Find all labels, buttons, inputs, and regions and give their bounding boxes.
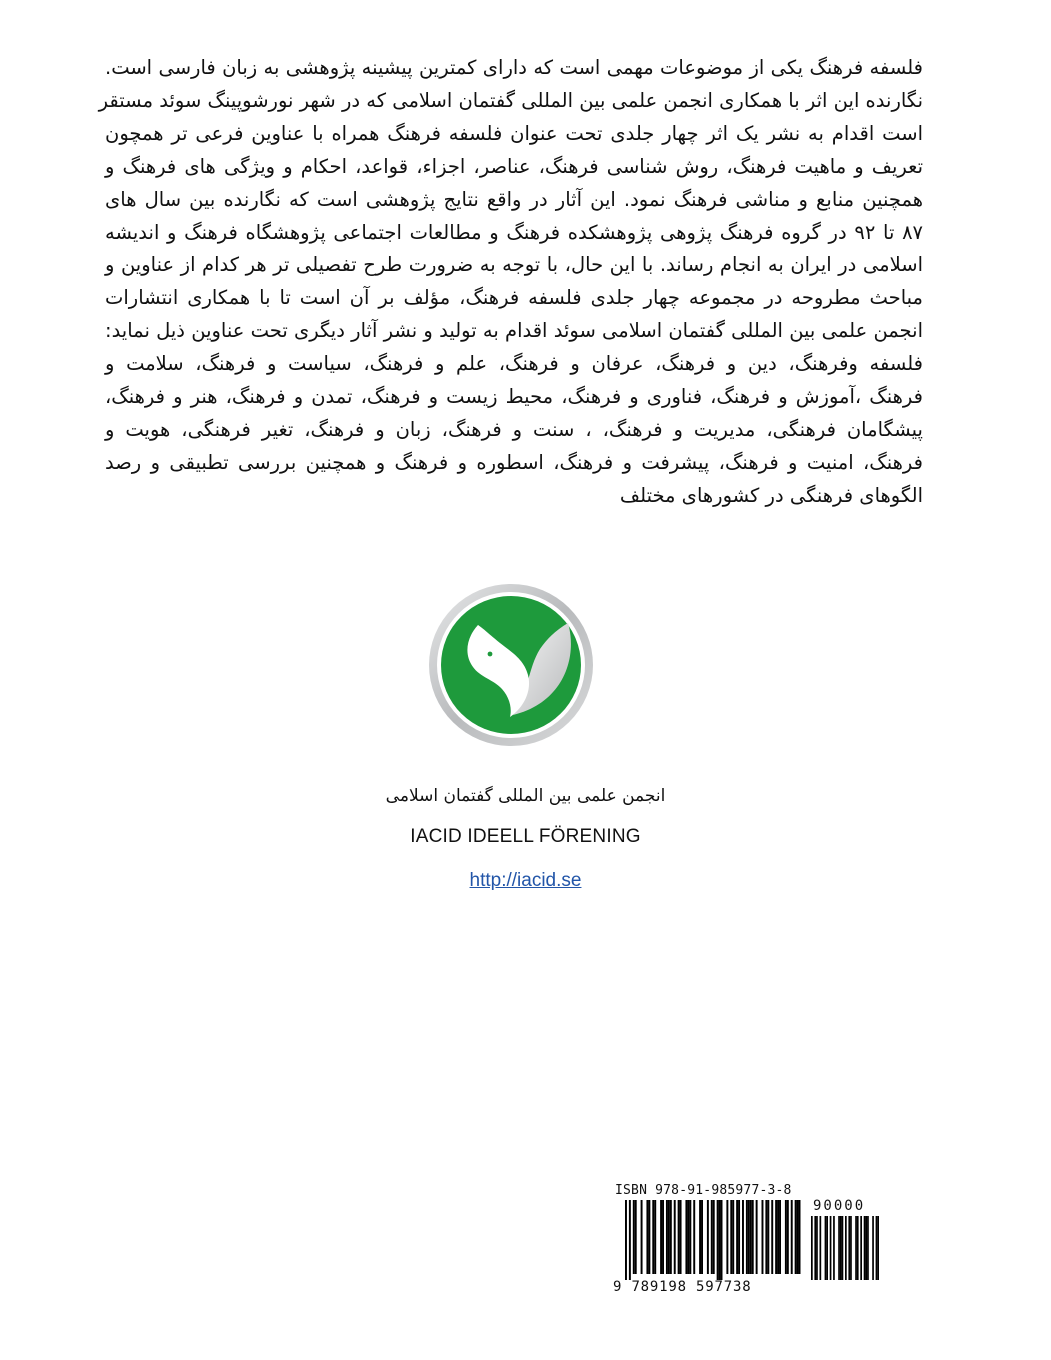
barcode-addon-bar [865, 1216, 867, 1280]
barcode-bar [707, 1200, 709, 1274]
barcode-addon-bar [860, 1216, 862, 1280]
barcode-bar [693, 1200, 695, 1274]
barcode-addon-bar [855, 1216, 857, 1280]
description-line: اسلامی در ایران به انجام رساند. با این حال، با توجه به ضرورت طرح تفصیلی تر هر کدام از عناوین و [105, 253, 923, 277]
barcode-bar [641, 1200, 643, 1274]
barcode-addon-bar [825, 1216, 827, 1280]
barcode-addon-bar [857, 1216, 859, 1280]
barcode-bar [746, 1200, 748, 1274]
barcode-bar [777, 1200, 779, 1274]
barcode-bar [779, 1200, 781, 1274]
barcode-bar [646, 1200, 648, 1274]
back-cover-description [98, 52, 924, 513]
barcode-bar [668, 1200, 670, 1274]
description-line: همچنین منابع و مناشی فرهنگ نمود. این آثار در واقع نتایج پژوهشی است که نگارنده بین سال های [105, 187, 923, 211]
barcode-bar [787, 1200, 789, 1274]
publisher-name-english: IACID IDEELL FÖRENING [410, 826, 641, 847]
barcode-bar [685, 1200, 687, 1274]
description-line: ۸۷ تا ۹۲ در گروه فرهنگ پژوهی پژوهشکده فرهنگ و مطالعات اجتماعی پژوهشگاه فرهنگ و اندیشه [105, 220, 924, 244]
barcode-bar [748, 1200, 750, 1274]
barcode-bar [633, 1200, 635, 1274]
barcode-bar [795, 1200, 797, 1274]
barcode-bar [625, 1200, 627, 1280]
barcode-bar [742, 1200, 744, 1274]
barcode-bar [756, 1200, 758, 1274]
barcode-addon-bar [842, 1216, 844, 1280]
barcode-addon-bar [867, 1216, 869, 1280]
barcode-bar [730, 1200, 732, 1274]
barcode-digits: 9 789198 597738 [613, 1279, 752, 1295]
barcode-bar [711, 1200, 713, 1274]
barcode-addon-bar [872, 1216, 874, 1280]
barcode-bar [717, 1200, 719, 1280]
barcode-bar [648, 1200, 650, 1274]
description-line: فلسفه وفرهنگ، دین و فرهنگ، عرفان و فرهنگ، علم و فرهنگ، سیاست و فرهنگ، سلامت و [105, 352, 923, 376]
barcode-bar [721, 1200, 723, 1280]
barcode-icon [613, 1200, 883, 1282]
barcode-bar [738, 1200, 740, 1274]
barcode-bar [791, 1200, 793, 1274]
dove-leaf-icon [428, 583, 594, 747]
barcode-addon-bar [864, 1216, 866, 1280]
barcode-addon-bar [814, 1216, 816, 1280]
description-line: است اقدام به نشر یک اثر چهار جلدی تحت عنوان فلسفه فرهنگ همراه با عناوین فرعی تر همچون [105, 121, 923, 145]
isbn-label: ISBN 978-91-985977-3-8 [615, 1183, 792, 1198]
description-line: فلسفه فرهنگ یکی از موضوعات مهمی است که دارای کمترین پیشینه پژوهشی به زبان فارسی است. [105, 56, 923, 79]
barcode-bar [767, 1200, 769, 1274]
barcode-bar [732, 1200, 734, 1274]
barcode-bar [726, 1200, 728, 1274]
description-line: فرهنگ ،آموزش و فرهنگ، فناوری و فرهنگ، محیط زیست و فرهنگ، تمدن و فرهنگ، هنر و فرهنگ، [105, 385, 923, 409]
description-line: مباحث مطروحه در مجموعه چهار جلدی فلسفه فرهنگ، مؤلف بر آن است تا با همکاری انتشارات [105, 286, 923, 310]
barcode-bar [662, 1200, 664, 1274]
description-line: تعریف و ماهیت فرهنگ، روش شناسی فرهنگ، عناصر، اجزاء، قواعد، احکام و ویژگی های فرهنگ و [105, 154, 923, 178]
barcode-bar [629, 1200, 631, 1280]
barcode-bar [689, 1200, 691, 1274]
barcode-bar [713, 1200, 715, 1274]
barcode-addon-bar [816, 1216, 818, 1280]
barcode-bar [635, 1200, 637, 1274]
barcode-addon-bar [877, 1216, 879, 1280]
barcode-addon-bar [820, 1216, 822, 1280]
barcode-addon-bar [811, 1216, 813, 1280]
barcode-addon-bar [838, 1216, 840, 1280]
barcode-bar [654, 1200, 656, 1274]
barcode-addon-bar [845, 1216, 847, 1280]
barcode-addon-bar [830, 1216, 832, 1280]
barcode-bar [719, 1200, 721, 1280]
barcode-bar [701, 1200, 703, 1274]
barcode-bar [771, 1200, 773, 1274]
barcode-bar [699, 1200, 701, 1274]
isbn-barcode [613, 1183, 883, 1303]
barcode-bar [687, 1200, 689, 1274]
barcode-bar [652, 1200, 654, 1274]
barcode-bar [660, 1200, 662, 1274]
description-line: پیشگامان فرهنگی، مدیریت و فرهنگ، ، سنت و فرهنگ، زبان و فرهنگ، تغیر فرهنگی، هویت و [105, 417, 923, 441]
barcode-bar [680, 1200, 682, 1274]
barcode-bar [752, 1200, 754, 1274]
barcode-addon-digits: 90000 [813, 1198, 866, 1214]
barcode-bar [762, 1200, 764, 1274]
publisher-url [0, 870, 1051, 892]
barcode-bar [799, 1200, 801, 1274]
barcode-bar [797, 1200, 799, 1274]
barcode-addon-bar [833, 1216, 835, 1280]
description-line: انجمن علمی بین المللی گفتمان اسلامی سوئد اقدام به تولید و نشر آثار دیگری تحت عناوین ذیل نماید: [105, 319, 923, 343]
barcode-bar [666, 1200, 668, 1274]
description-line: فرهنگ، امنیت و فرهنگ، پیشرفت و فرهنگ، اسطوره و فرهنگ و همچنین بررسی تطبیقی و رصد [105, 450, 923, 474]
barcode-addon-bar [850, 1216, 852, 1280]
description-line: الگوهای فرهنگی در کشورهای مختلف [619, 483, 923, 507]
publisher-name-persian: انجمن علمی بین المللی گفتمان اسلامی [385, 786, 666, 806]
publisher-logo [428, 583, 594, 747]
barcode-addon-bar [848, 1216, 850, 1280]
publisher-website-link[interactable]: http://iacid.se [469, 870, 582, 891]
barcode-bar [670, 1200, 672, 1274]
barcode-addon-bar [876, 1216, 878, 1280]
barcode-bar [674, 1200, 676, 1274]
barcode-bar [678, 1200, 680, 1274]
barcode-bar [775, 1200, 777, 1274]
barcode-bar [765, 1200, 767, 1274]
barcode-bar [750, 1200, 752, 1274]
barcode-addon-bar [840, 1216, 842, 1280]
barcode-bar [736, 1200, 738, 1274]
barcode-addon-bar [826, 1216, 828, 1280]
description-line: نگارنده این اثر با همکاری انجمن علمی بین المللی گفتمان اسلامی که در شهر نورشوپینگ سوئد مستقر [98, 88, 923, 112]
barcode-bar [785, 1200, 787, 1274]
